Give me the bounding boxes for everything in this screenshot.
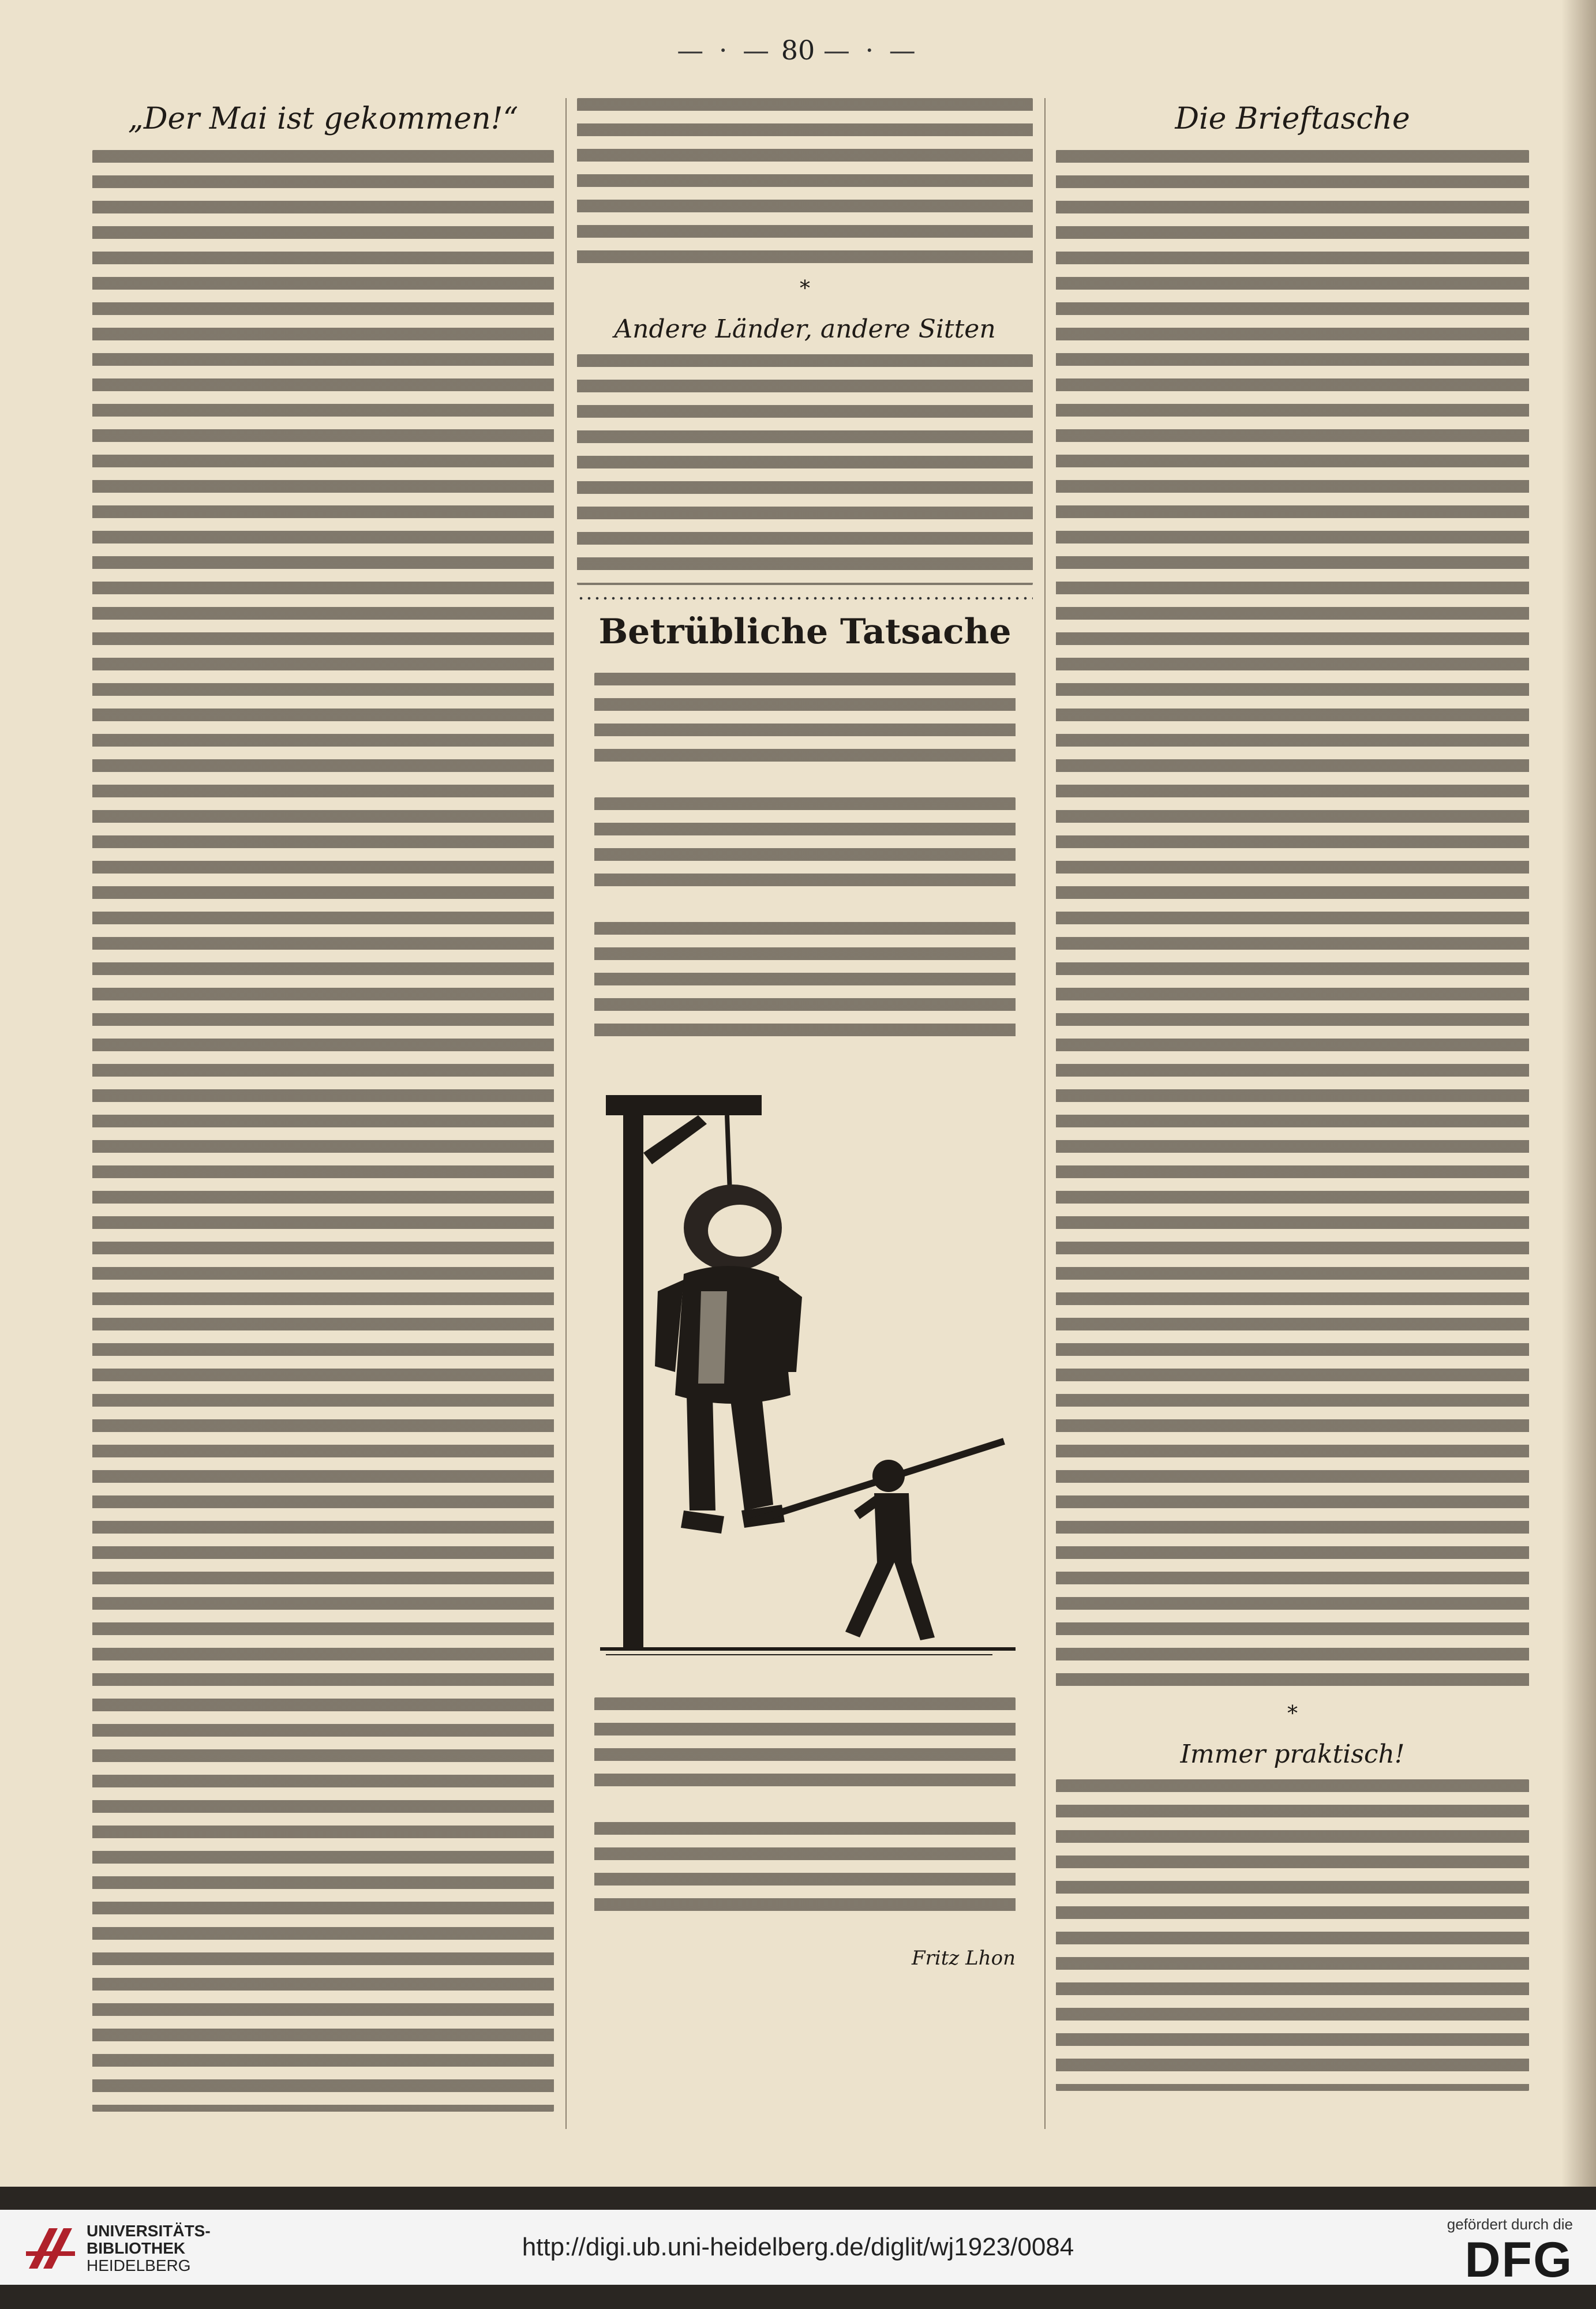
dotted-divider [577, 597, 1033, 600]
university-name-line2: BIBLIOTHEK [87, 2239, 186, 2257]
right-column [1056, 98, 1529, 2129]
column-rule-1 [565, 98, 567, 2129]
article-title-immer-praktisch: Immer praktisch! [1180, 1740, 1405, 1769]
poem-stanza-2 [594, 797, 1016, 899]
university-name-line1: UNIVERSITÄTS- [87, 2222, 211, 2240]
poem-stanza-4 [594, 1697, 1016, 1799]
university-name-line3: HEIDELBERG [87, 2256, 191, 2274]
page-number-dash-right: — · — [823, 35, 919, 66]
article-body-mai [92, 150, 554, 2112]
section-separator-star: * [800, 277, 810, 301]
poem-stanza-3 [594, 922, 1016, 1049]
article-title-mai: „Der Mai ist gekommen!“ [128, 102, 519, 136]
article-body-mai-continued [577, 98, 1033, 271]
left-column [92, 98, 554, 2129]
permalink-url[interactable]: http://digi.ub.uni-heidelberg.de/diglit/wj1923/0084 [522, 2233, 1074, 2261]
poem-stanza-1 [594, 673, 1016, 774]
dfg-logo: DFG [1464, 2232, 1573, 2288]
column-rule-2 [1044, 98, 1046, 2129]
article-body-immer-praktisch [1056, 1779, 1529, 2091]
section-separator-star-right: * [1287, 1702, 1298, 1726]
poem-stanza-5 [594, 1822, 1016, 1924]
middle-column [577, 98, 1033, 2129]
page-number-line [0, 35, 1596, 66]
page-number: 80 [781, 35, 815, 66]
article-body-andere-laender [577, 354, 1033, 585]
article-title-andere-laender: Andere Länder, andere Sitten [614, 314, 996, 344]
gallows-woodcut [589, 1072, 1021, 1680]
funder-caption: gefördert durch die [1447, 2216, 1573, 2233]
article-title-brieftasche: Die Brieftasche [1175, 102, 1410, 136]
gallows-woodcut-drawing [589, 1072, 1021, 1678]
page-number-dash-left: — · — [677, 35, 773, 66]
poem-title: Betrübliche Tatsache [598, 612, 1011, 652]
article-body-brieftasche [1056, 150, 1529, 1696]
viewer-footer [0, 2187, 1596, 2309]
poem-author: Fritz Lhon [912, 1947, 1016, 1970]
